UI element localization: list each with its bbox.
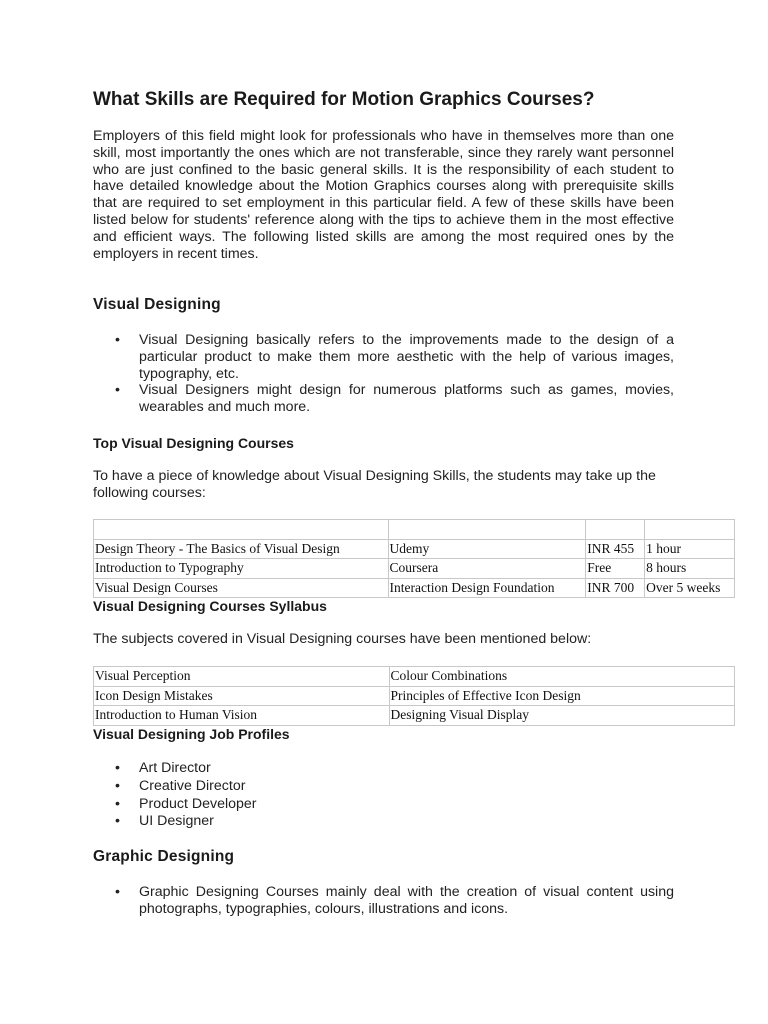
- course-fee-cell: Free: [586, 559, 645, 579]
- bullet-icon: •: [115, 795, 120, 812]
- table-header-cell: [586, 520, 645, 540]
- list-item-text: Visual Designers might design for numerous platforms such as games, movies, wearables and much more.: [139, 382, 674, 416]
- bullet-icon: •: [115, 382, 120, 399]
- subheading-job-profiles: Visual Designing Job Profiles: [93, 726, 290, 742]
- syllabus-cell: Visual Perception: [94, 667, 390, 687]
- syllabus-intro: The subjects covered in Visual Designing courses have been mentioned below:: [93, 631, 592, 647]
- syllabus-cell: Icon Design Mistakes: [94, 686, 390, 706]
- list-item-text: Product Developer: [139, 795, 257, 812]
- list-item: [93, 778, 674, 796]
- syllabus-cell: Principles of Effective Icon Design: [389, 686, 734, 706]
- page-title: What Skills are Required for Motion Graphics Courses?: [93, 89, 595, 110]
- list-item-text: Art Director: [139, 760, 211, 776]
- list-item-text: Creative Director: [139, 777, 246, 794]
- list-item: [93, 796, 674, 814]
- top-courses-intro: To have a piece of knowledge about Visual Designing Skills, the students may take up the following courses:: [93, 468, 656, 501]
- bullet-icon: •: [115, 760, 120, 776]
- course-provider-cell: Coursera: [388, 559, 586, 579]
- table-row: [94, 539, 735, 559]
- list-item-text: Graphic Designing Courses mainly deal with the creation of visual content using photographs, typographies, colours, illustrations and icons.: [139, 884, 674, 917]
- course-name-cell: Introduction to Typography: [94, 559, 389, 579]
- course-duration-cell: 8 hours: [645, 559, 735, 579]
- table-header-cell: [388, 520, 586, 540]
- table-row: [94, 686, 735, 706]
- intro-paragraph: Employers of this field might look for professionals who have in themselves more than one skill, most importantly the ones which are not transferable, since they rarely want personnel who are just confined to the basic general skills. It is the responsibility of each student to have detailed knowledge about the Motion Graphics courses along with prerequisite skills that are required to set employment in this particular field. A few of these skills have been listed below for students' reference along with the tips to achieve them in the most effective and efficient ways. The following listed skills are among the most required ones by the employers in recent times.: [93, 128, 674, 262]
- course-fee-cell: INR 455: [586, 539, 645, 559]
- section-heading-visual-designing: Visual Designing: [93, 296, 221, 313]
- table-row: [94, 559, 735, 579]
- syllabus-cell: Introduction to Human Vision: [94, 706, 390, 726]
- table-header-row: [94, 520, 735, 540]
- syllabus-table: [93, 666, 735, 726]
- list-item: [93, 332, 674, 382]
- bullet-icon: •: [115, 332, 120, 348]
- table-row: [94, 667, 735, 687]
- course-provider-cell: Interaction Design Foundation: [388, 578, 586, 598]
- graphic-designing-bullet-list: [93, 884, 674, 918]
- course-name-cell: Visual Design Courses: [94, 578, 389, 598]
- list-item: [93, 382, 674, 416]
- list-item: [93, 884, 674, 918]
- bullet-icon: •: [115, 813, 120, 830]
- table-row: [94, 578, 735, 598]
- syllabus-cell: Designing Visual Display: [389, 706, 734, 726]
- subheading-syllabus: Visual Designing Courses Syllabus: [93, 598, 327, 614]
- bullet-icon: •: [115, 777, 120, 794]
- list-item: [93, 813, 674, 831]
- course-duration-cell: 1 hour: [645, 539, 735, 559]
- syllabus-cell: Colour Combinations: [389, 667, 734, 687]
- list-item: [93, 760, 674, 778]
- table-header-cell: [94, 520, 389, 540]
- list-item-text: Visual Designing basically refers to the improvements made to the design of a particular product to make them more aesthetic with the help of various images, typography, etc.: [139, 332, 674, 382]
- table-row: [94, 706, 735, 726]
- bullet-icon: •: [115, 884, 120, 900]
- job-profiles-list: [93, 760, 674, 831]
- section-heading-graphic-designing: Graphic Designing: [93, 848, 235, 865]
- list-item-text: UI Designer: [139, 813, 214, 830]
- course-provider-cell: Udemy: [388, 539, 586, 559]
- course-duration-cell: Over 5 weeks: [645, 578, 735, 598]
- table-header-cell: [645, 520, 735, 540]
- subheading-top-courses: Top Visual Designing Courses: [93, 435, 294, 451]
- visual-designing-bullet-list: [93, 332, 674, 416]
- courses-table: [93, 519, 735, 598]
- course-name-cell: Design Theory - The Basics of Visual Design: [94, 539, 389, 559]
- course-fee-cell: INR 700: [586, 578, 645, 598]
